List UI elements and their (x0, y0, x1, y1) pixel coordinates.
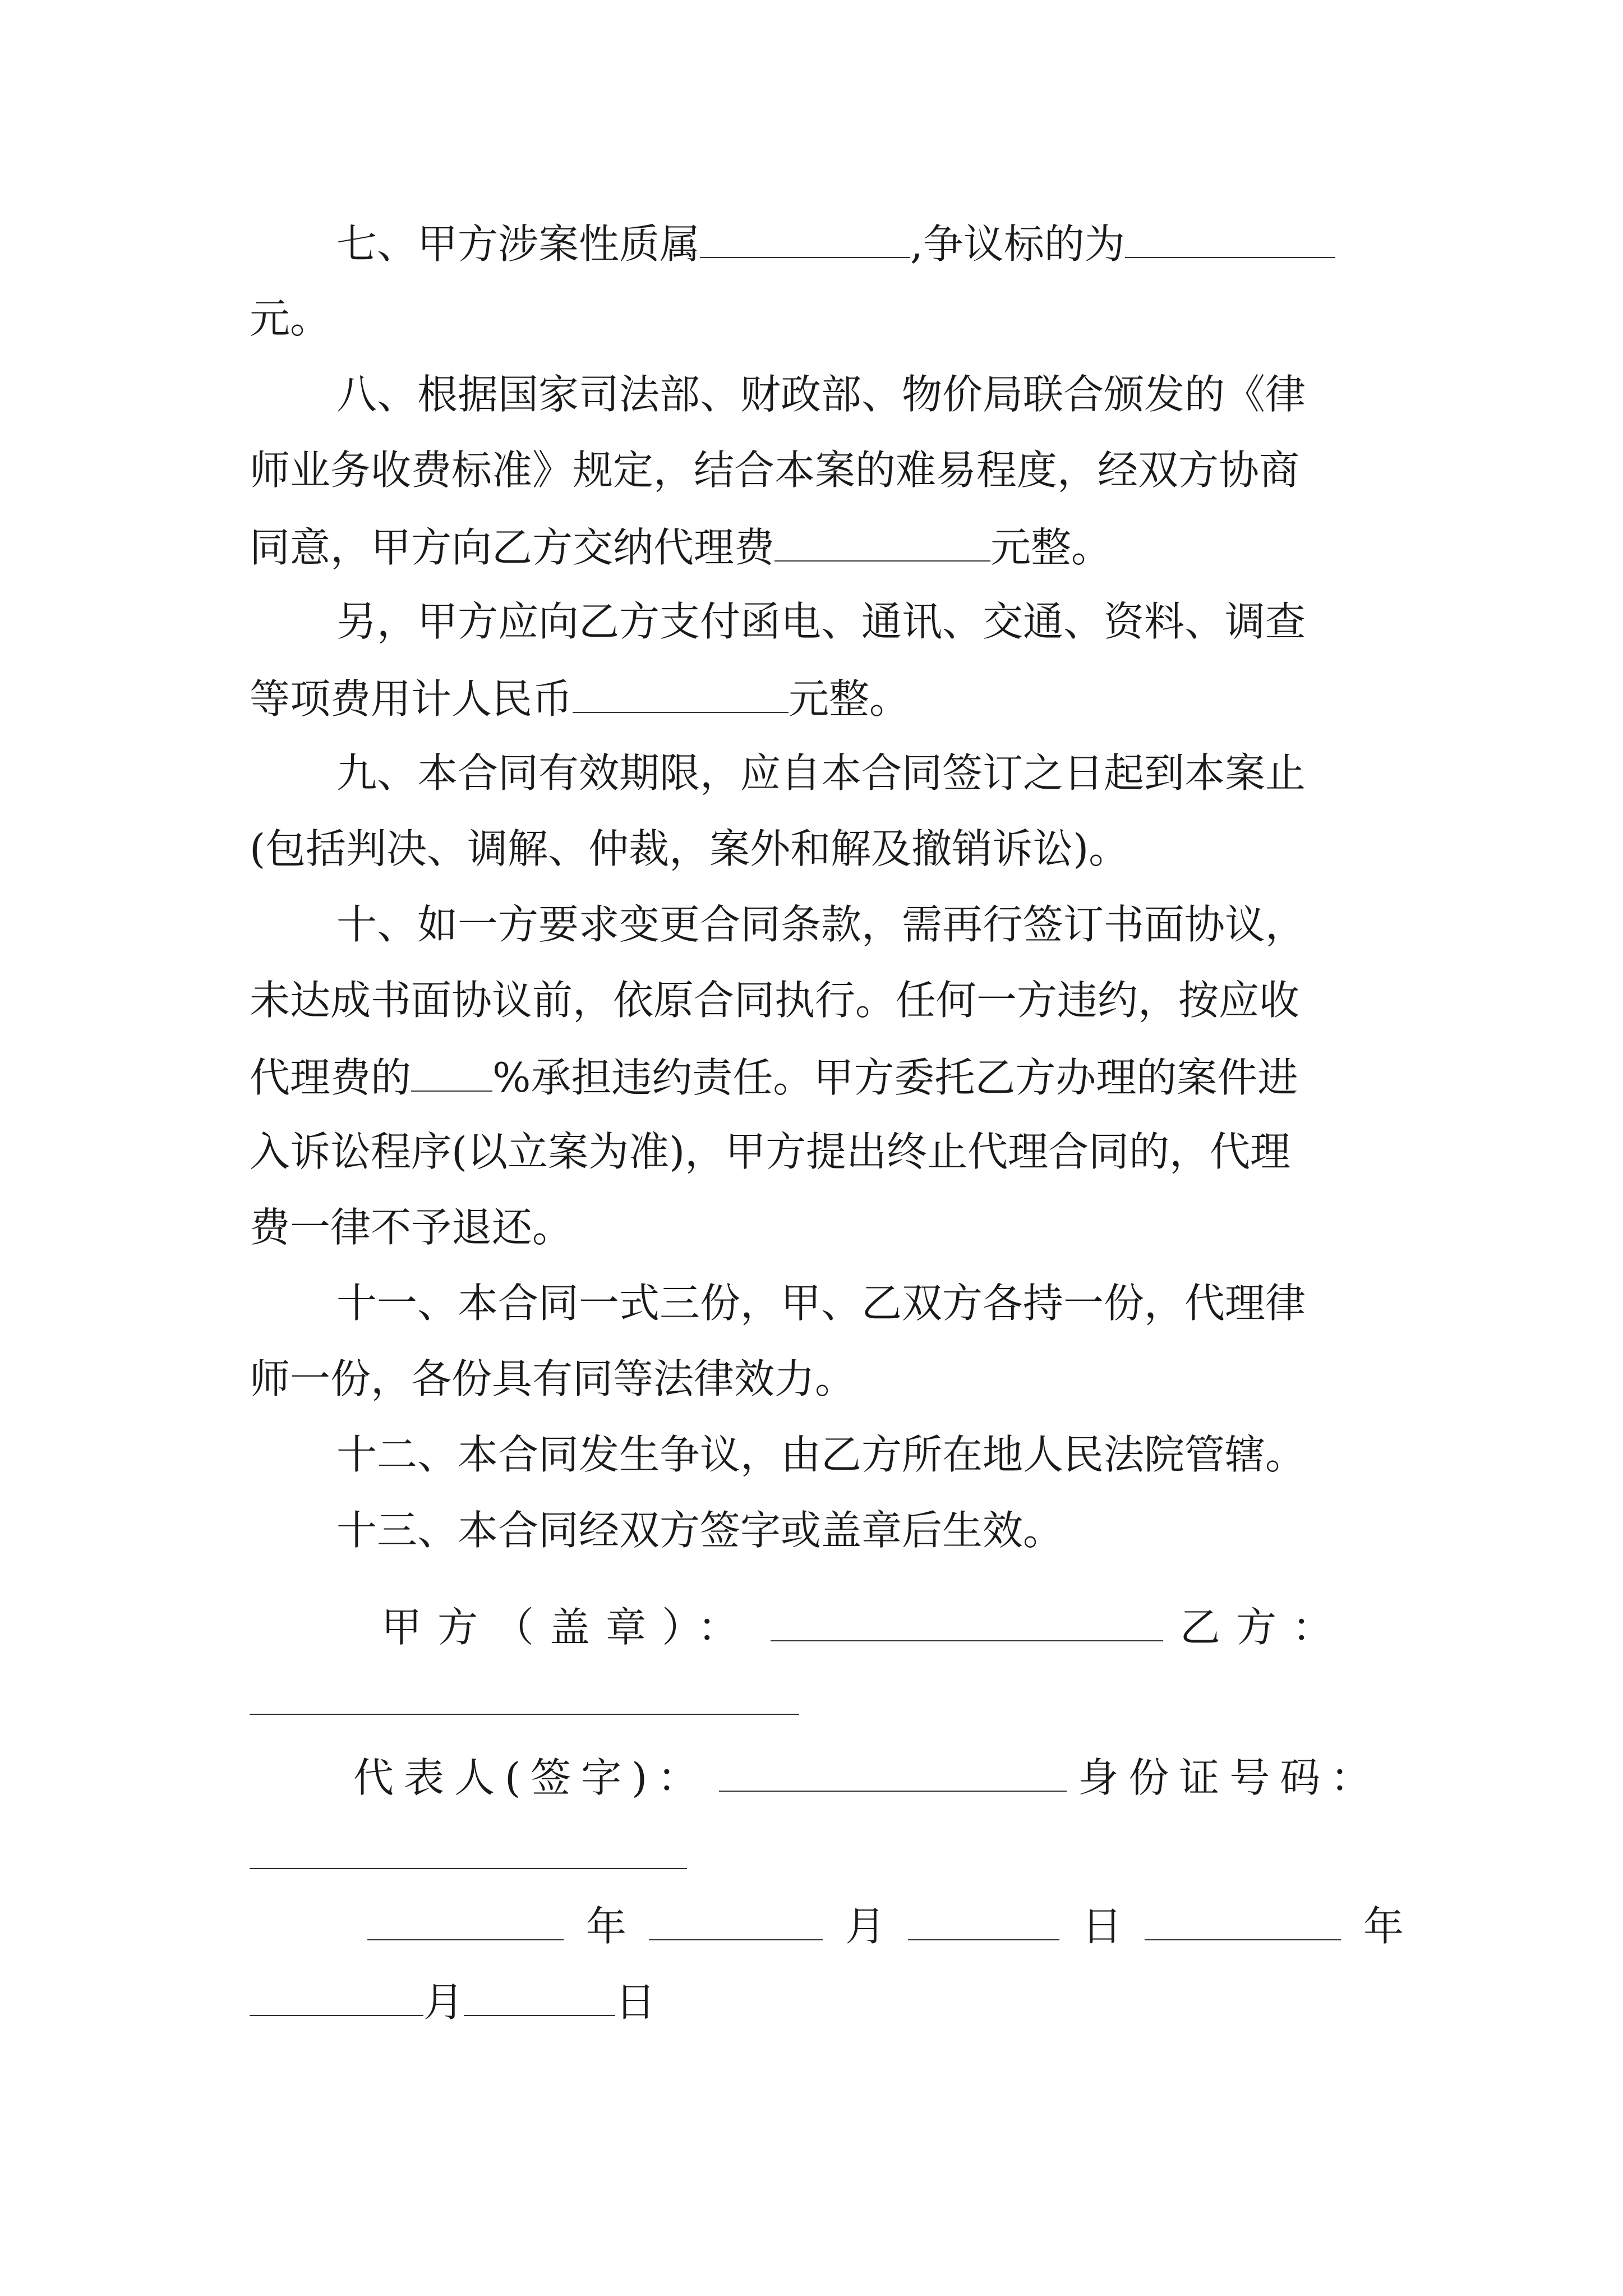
clause-7-text-c: 元。 (250, 295, 331, 342)
clause-10-text-4: 入诉讼程序(以立案为准)，甲方提出终止代理合同的，代理 (250, 1128, 1291, 1175)
year-a-blank[interactable] (367, 1898, 564, 1940)
other-fees-line-2 (250, 670, 1394, 726)
clause-11-line-1 (336, 1276, 1481, 1330)
clause-9-text-1: 九、本合同有效期限，应自本合同签订之日起到本案止 (336, 749, 1306, 797)
penalty-percent-blank[interactable] (411, 1049, 492, 1092)
clause-11-text-1: 十一、本合同一式三份，甲、乙双方各持一份，代理律 (336, 1280, 1306, 1327)
clause-8-text-2: 师业务收费标准》规定，结合本案的难易程度，经双方协商 (250, 447, 1300, 494)
day-a-blank[interactable] (908, 1898, 1059, 1940)
clause-10-text-2: 未达成书面协议前，依原合同执行。任何一方违约，按应收 (250, 977, 1300, 1024)
clause-10-line-4 (250, 1125, 1394, 1179)
clause-8-text-3b: 元整。 (990, 524, 1112, 571)
dispute-amount-blank[interactable] (1125, 215, 1335, 258)
month-b-label: 月 (423, 1978, 464, 2026)
clause-9-text-2: (包括判决、调解、仲裁，案外和解及撤销诉讼)。 (250, 825, 1129, 872)
clause-9-line-2 (250, 822, 1394, 876)
clause-13-text: 十三、本合同经双方签字或盖章后生效。 (336, 1507, 1064, 1554)
clause-11-line-2 (250, 1352, 1394, 1406)
representative-line (353, 1749, 1381, 1805)
year-b-blank[interactable] (1145, 1898, 1341, 1940)
id-number-label: 身份证号码： (1078, 1754, 1381, 1801)
representative-sign-blank[interactable] (719, 1749, 1067, 1792)
day-a-label: 日 (1082, 1903, 1123, 1950)
day-b-blank[interactable] (464, 1973, 615, 2016)
agency-fee-blank[interactable] (774, 519, 990, 562)
clause-12-line (336, 1428, 1481, 1481)
date-line-2 (250, 1973, 1394, 2029)
clause-7-text-b: ,争议标的为 (910, 220, 1125, 268)
clause-13-line (336, 1503, 1481, 1557)
clause-11-text-2: 师一份，各份具有同等法律效力。 (250, 1355, 856, 1402)
party-a-seal-blank[interactable] (771, 1599, 1163, 1641)
date-line-1 (367, 1898, 1404, 1953)
party-signature-line (381, 1599, 1368, 1654)
clause-8-text-3a: 同意，甲方向乙方交纳代理费 (250, 524, 775, 571)
clause-10-line-2 (250, 973, 1394, 1027)
party-b-label: 乙方： (1180, 1604, 1349, 1651)
party-b-blank[interactable] (250, 1714, 799, 1715)
other-fees-text-1: 另，甲方应向乙方支付函电、通讯、交通、资料、调查 (336, 598, 1306, 645)
year-b-label: 年 (1363, 1903, 1404, 1950)
clause-10-text-3b: %承担违约责任。甲方委托乙方办理的案件进 (492, 1054, 1298, 1101)
clause-10-line-3 (250, 1049, 1394, 1105)
representative-label: 代表人(签字)： (353, 1754, 708, 1801)
clause-10-text-5: 费一律不予退还。 (250, 1204, 573, 1251)
clause-7-text-a: 七、甲方涉案性质属 (336, 220, 700, 268)
other-fees-line-1 (336, 595, 1481, 648)
day-b-label: 日 (615, 1978, 656, 2026)
id-number-blank[interactable] (250, 1868, 687, 1869)
clause-8-text-1: 八、根据国家司法部、财政部、物价局联合颁发的《律 (336, 371, 1306, 418)
year-a-label: 年 (586, 1903, 627, 1950)
month-a-label: 月 (845, 1903, 886, 1950)
clause-7-line-1 (336, 215, 1481, 271)
clause-10-line-1 (336, 898, 1481, 951)
clause-10-text-3a: 代理费的 (250, 1054, 412, 1101)
clause-8-line-2 (250, 443, 1394, 497)
clause-12-text: 十二、本合同发生争议，由乙方所在地人民法院管辖。 (336, 1431, 1306, 1478)
clause-9-line-1 (336, 746, 1481, 800)
other-fees-blank[interactable] (573, 670, 789, 713)
other-fees-text-2b: 元整。 (789, 675, 910, 723)
clause-10-line-5 (250, 1200, 1394, 1254)
case-nature-blank[interactable] (700, 215, 910, 258)
month-a-blank[interactable] (649, 1898, 823, 1940)
clause-8-line-3 (250, 519, 1394, 574)
clause-8-line-1 (336, 367, 1481, 421)
month-b-blank[interactable] (250, 1973, 423, 2016)
party-a-label: 甲方（盖章）： (381, 1604, 754, 1651)
other-fees-text-2a: 等项费用计人民币 (250, 675, 573, 723)
clause-7-line-2 (250, 292, 1394, 346)
clause-10-text-1: 十、如一方要求变更合同条款，需再行签订书面协议， (336, 901, 1306, 948)
